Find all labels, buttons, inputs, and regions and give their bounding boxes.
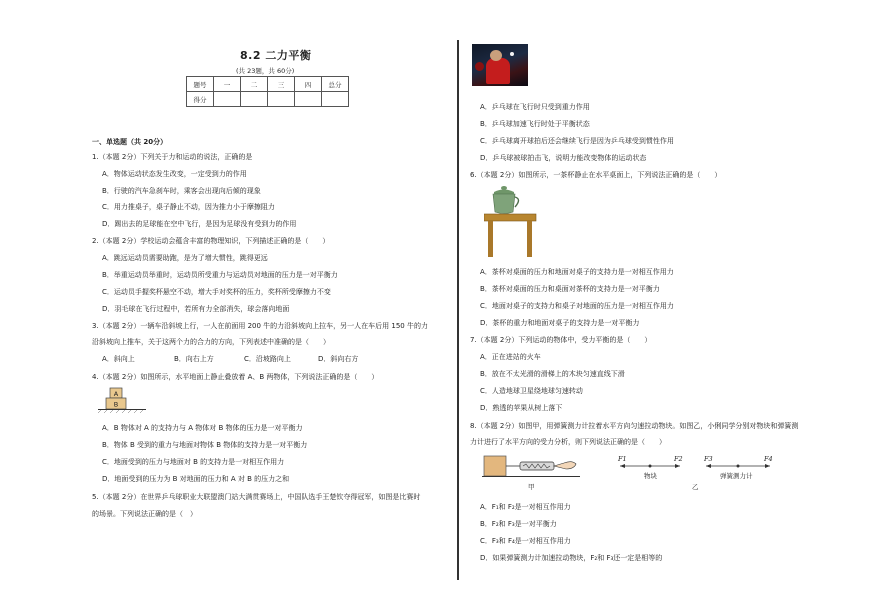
score-table-header-row (187, 77, 349, 92)
q1-option-d[interactable]: D．踢出去的足球能在空中飞行，是因为足球没有受到力的作用 (102, 220, 297, 228)
teacup-table-figure (484, 184, 540, 260)
f3-arrowhead (706, 464, 711, 468)
score-cell: 总分 (322, 77, 349, 92)
q7-option-d[interactable]: D．熟透的苹果从树上落下 (480, 404, 563, 412)
score-cell: 四 (295, 77, 322, 92)
label-block: 物块 (644, 472, 657, 480)
q7-stem: 7.（本题 2分）下列运动的物体中，受力平衡的是（ ） (470, 336, 652, 344)
q7-option-b[interactable]: B．放在不太光滑的滑梯上的木块匀速直线下滑 (480, 370, 625, 378)
label-spring-scale: 弹簧测力计 (720, 472, 753, 480)
player-shape (486, 58, 510, 84)
score-table (186, 76, 349, 107)
cup-lid-knob (501, 186, 507, 190)
table-leg-left (488, 221, 493, 257)
q6-option-d[interactable]: D．茶杯的重力和地面对桌子的支持力是一对平衡力 (480, 319, 640, 327)
q8-option-c[interactable]: C．F₃和 F₄是一对相互作用力 (480, 537, 571, 545)
q3-option-a[interactable]: A．斜向上 (102, 355, 135, 363)
label-yi: 乙 (692, 483, 699, 491)
label-f4: F4 (764, 455, 773, 463)
racket-shape (475, 62, 484, 71)
score-cell: 得分 (187, 92, 214, 107)
q2-stem: 2.（本题 2分）学校运动会蕴含丰富的物理知识，下列描述正确的是（ ） (92, 237, 330, 245)
q3-option-b[interactable]: B．向右上方 (174, 355, 214, 363)
scale-center-dot (737, 465, 740, 468)
q4-stem: 4.（本题 2分）如图所示，水平地面上静止叠放着 A、B 两物体，下列说法正确的是（ ） (92, 373, 379, 381)
q5-option-b[interactable]: B．乒乓球加速飞行时处于平衡状态 (480, 120, 590, 128)
player-head-shape (490, 50, 502, 61)
ground-hatch (98, 410, 143, 413)
q8-option-a[interactable]: A．F₁和 F₂是一对相互作用力 (480, 503, 571, 511)
score-input-cell[interactable] (268, 92, 295, 107)
force-analysis-figure (480, 452, 780, 496)
table-tennis-photo (472, 44, 528, 86)
q5-option-a[interactable]: A．乒乓球在飞行时只受到重力作用 (480, 103, 590, 111)
q1-option-a[interactable]: A．物体运动状态发生改变，一定受到力的作用 (102, 170, 247, 178)
q8-stem-line2: 力计进行了水平方向的受力分析，则下列说法正确的是（ ） (470, 438, 666, 446)
q6-option-b[interactable]: B．茶杯对桌面的压力和桌面对茶杯的支持力是一对平衡力 (480, 285, 660, 293)
score-cell: 一 (214, 77, 241, 92)
column-divider (457, 40, 459, 580)
page-title: 8.2 二力平衡 (240, 49, 312, 62)
score-cell: 二 (241, 77, 268, 92)
ball-shape (510, 52, 514, 56)
q2-option-d[interactable]: D．羽毛球在飞行过程中，若所有力全部消失，球会落向地面 (102, 305, 290, 313)
q2-option-b[interactable]: B．举重运动员举重时，运动员所受重力与运动员对地面的压力是一对平衡力 (102, 271, 338, 279)
cup-lid (494, 190, 514, 195)
q3-stem-line2: 沿斜坡向上推车，关于这两个力的合力的方向，下列表述中准确的是（ ） (92, 338, 330, 346)
q8-option-b[interactable]: B．F₂和 F₃是一对平衡力 (480, 520, 557, 528)
q3-stem-line1: 3.（本题 2分）一辆车沿斜坡上行，一人在前面用 200 牛的力沿斜坡向上拉车，另一人在车后用 150 牛的力 (92, 322, 428, 330)
score-table-score-row (187, 92, 349, 107)
f4-arrowhead (765, 464, 770, 468)
f2-arrowhead (675, 464, 680, 468)
label-f3: F3 (704, 455, 713, 463)
hand-shape (554, 462, 576, 469)
q4-option-b[interactable]: B．物体 B 受到的重力与地面对物体 B 物体的支持力是一对平衡力 (102, 441, 308, 449)
block-b-label: B (113, 400, 119, 409)
stacked-blocks-figure (96, 386, 148, 414)
q3-option-c[interactable]: C．沿坡路向上 (244, 355, 291, 363)
label-jia: 甲 (528, 483, 535, 491)
q6-stem: 6.（本题 2分）如图所示，一茶杯静止在水平桌面上，下列说法正确的是（ ） (470, 171, 722, 179)
table-top (484, 214, 536, 221)
f1-arrowhead (620, 464, 625, 468)
q1-option-c[interactable]: C．用力推桌子，桌子静止不动，因为推力小于摩擦阻力 (102, 203, 275, 211)
page-subtitle: (共 23题，共 60分) (236, 67, 295, 75)
q2-option-a[interactable]: A．跳远运动员需要助跑，是为了增大惯性，跳得更远 (102, 254, 268, 262)
q5-option-d[interactable]: D．乒乓球被球拍击飞，说明力能改变物体的运动状态 (480, 154, 647, 162)
q3-option-d[interactable]: D．斜向右方 (318, 355, 359, 363)
q7-option-c[interactable]: C．人造地球卫星绕地球匀速转动 (480, 387, 583, 395)
q2-option-c[interactable]: C．运动员手握奖杯悬空不动，增大手对奖杯的压力，奖杯所受摩擦力不变 (102, 288, 331, 296)
score-cell: 三 (268, 77, 295, 92)
q5-stem-line1: 5.（本题 2分）在世界乒乓球职业大联盟澳门站大满贯赛场上，中国队选手王楚钦夺得冠军，如图是比赛时 (92, 493, 421, 501)
table-leg-right (527, 221, 532, 257)
q1-stem: 1.（本题 2分）下列关于力和运动的说法，正确的是 (92, 153, 253, 161)
block-shape (484, 456, 506, 476)
score-input-cell[interactable] (214, 92, 241, 107)
label-f2: F2 (674, 455, 683, 463)
block-a-label: A (113, 390, 119, 398)
q7-option-a[interactable]: A．正在进站的火车 (480, 353, 541, 361)
q6-option-c[interactable]: C．地面对桌子的支持力和桌子对地面的压力是一对相互作用力 (480, 302, 674, 310)
q1-option-b[interactable]: B．行驶的汽车急刹车时，乘客会出现向后倾的现象 (102, 187, 261, 195)
label-f1: F1 (618, 455, 627, 463)
block-center-dot (649, 465, 652, 468)
q4-option-c[interactable]: C．地面受到的压力与地面对 B 的支持力是一对相互作用力 (102, 458, 285, 466)
q5-stem-line2: 的场景。下列说法正确的是（ ） (92, 510, 197, 518)
q4-option-d[interactable]: D．地面受到的压力为 B 对地面的压力和 A 对 B 的压力之和 (102, 475, 290, 483)
score-input-cell[interactable] (295, 92, 322, 107)
q5-option-c[interactable]: C．乒乓球离开球拍后还会继续飞行是因为乒乓球受到惯性作用 (480, 137, 674, 145)
q4-option-a[interactable]: A．B 物体对 A 的支持力与 A 物体对 B 物体的压力是一对平衡力 (102, 424, 303, 432)
spring-scale-shape (520, 462, 554, 470)
score-input-cell[interactable] (322, 92, 349, 107)
cup-body (493, 194, 515, 214)
cup-handle (515, 197, 519, 207)
score-cell: 题号 (187, 77, 214, 92)
q6-option-a[interactable]: A．茶杯对桌面的压力和地面对桌子的支持力是一对相互作用力 (480, 268, 674, 276)
q8-stem-line1: 8.（本题 2分）如图甲，用弹簧测力计拉着水平方向匀速拉动物块。如图乙，小俐同学分别对物块和弹簧测 (470, 422, 799, 430)
score-input-cell[interactable] (241, 92, 268, 107)
section-heading: 一、单选题（共 20分） (92, 138, 168, 146)
q8-option-d[interactable]: D．如果弹簧测力计加速拉动物块，F₂和 F₃还一定是相等的 (480, 554, 663, 562)
